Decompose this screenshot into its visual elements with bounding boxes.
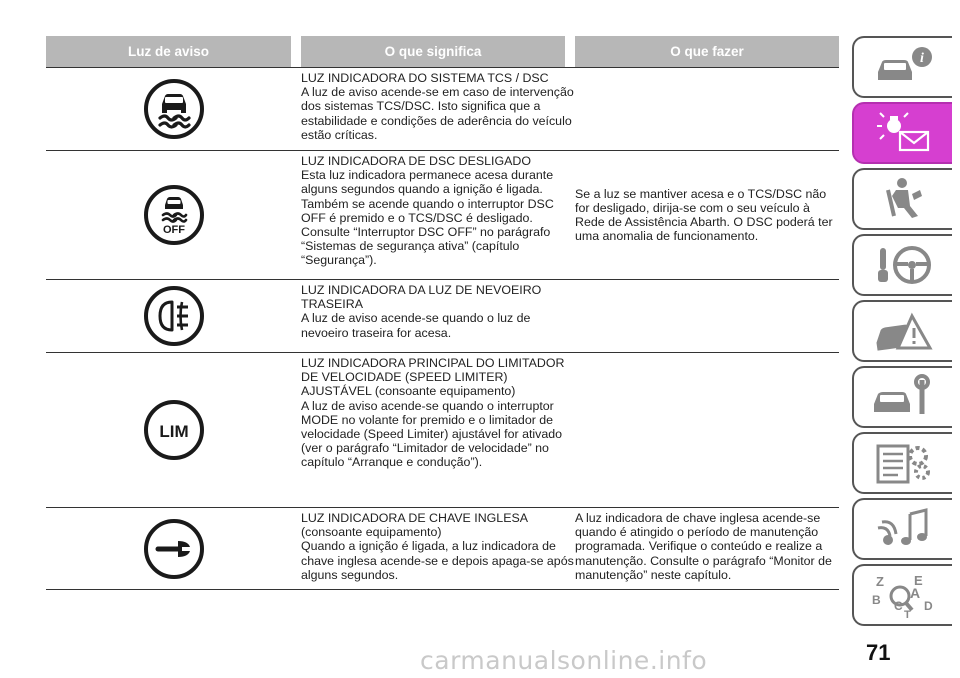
action-cell <box>575 151 839 279</box>
multimedia-icon <box>868 506 938 552</box>
svg-text:A: A <box>910 585 921 601</box>
action-cell <box>575 508 839 589</box>
lim-label: LIM <box>158 422 189 441</box>
action-cell <box>575 353 839 507</box>
tab-maintenance[interactable] <box>852 366 952 428</box>
row-action: Se a luz se mantiver acesa e o TCS/DSC não for desligado, dirija-se com o seu veículo à Rede de Assistência Abarth. O DSC poderá ter uma anomalia de funcionamento. <box>575 186 833 244</box>
chapter-tabs <box>852 36 952 630</box>
wrench-icon <box>144 519 204 579</box>
page-number: 71 <box>866 640 891 665</box>
meaning-cell <box>301 508 575 589</box>
driving-icon <box>868 242 938 288</box>
table-row <box>46 352 839 507</box>
icon-cell <box>46 353 301 507</box>
tab-multimedia[interactable] <box>852 498 952 560</box>
table-row <box>46 279 839 352</box>
tab-warning-lights[interactable] <box>852 102 952 164</box>
row-title: LUZ INDICADORA DO SISTEMA TCS / DSC <box>301 71 549 85</box>
warning-lights-table <box>46 36 839 590</box>
car-info-icon <box>868 44 938 90</box>
action-cell <box>575 68 839 150</box>
dsc-off-icon <box>144 185 204 245</box>
row-body: A luz de aviso acende-se em caso de intervenção dos sistemas TCS/DSC. Isto significa que a estabilidade e condições de aderência do veículo estão críticas. <box>301 85 574 142</box>
emergency-icon <box>868 308 938 354</box>
icon-cell <box>46 508 301 589</box>
maintenance-icon <box>868 374 938 420</box>
meaning-cell <box>301 68 575 150</box>
action-cell <box>575 280 839 352</box>
svg-text:Z: Z <box>876 574 884 589</box>
svg-text:B: B <box>872 593 881 607</box>
tab-technical-data[interactable] <box>852 432 952 494</box>
dsc-off-label: OFF <box>162 224 185 236</box>
tab-car-info[interactable] <box>852 36 952 98</box>
tcs-warning-icon <box>144 79 204 139</box>
warning-lights-icon <box>868 110 938 156</box>
watermark: carmanualsonline.info <box>420 646 708 675</box>
svg-text:D: D <box>924 599 933 613</box>
tab-emergency[interactable] <box>852 300 952 362</box>
header-meaning: O que significa <box>301 36 565 67</box>
row-title: LUZ INDICADORA DE CHAVE INGLESA (consoante equipamento) <box>301 511 528 540</box>
row-body: Quando a ignição é ligada, a luz indicadora de chave inglesa acende-se e depois apaga-se após alguns segundos. <box>301 539 574 582</box>
row-action: A luz indicadora de chave inglesa acende-se quando é atingido o período de manutenção programada. Verifique o conteúdo e realize a manutenção. Consulte o parágrafo “Monitor de manutenção” neste capítulo. <box>575 511 832 582</box>
safety-icon <box>868 176 938 222</box>
rear-fog-light-icon <box>144 286 204 346</box>
table-header <box>46 36 839 67</box>
row-body: A luz de aviso acende-se quando o luz de nevoeiro traseira for acesa. <box>301 311 531 340</box>
meaning-cell <box>301 151 575 279</box>
header-warning-light: Luz de aviso <box>46 36 291 67</box>
header-action: O que fazer <box>575 36 839 67</box>
row-title: LUZ INDICADORA PRINCIPAL DO LIMITADOR DE VELOCIDADE (SPEED LIMITER) AJUSTÁVEL (consoante equipamento) <box>301 356 565 399</box>
table-row <box>46 150 839 279</box>
row-body: Esta luz indicadora permanece acesa durante alguns segundos quando a ignição é ligada. Também se acende quando o interruptor DSC OFF é premido e o TCS/DSC é desligado. Consulte “Interruptor DSC OFF” no parágrafo “Sistemas de segurança ativa” (capítulo “Segurança”). <box>301 168 554 268</box>
table-row <box>46 507 839 590</box>
icon-cell <box>46 68 301 150</box>
svg-text:E: E <box>914 573 923 588</box>
index-icon <box>868 572 938 618</box>
meaning-cell <box>301 353 575 507</box>
svg-text:i: i <box>920 51 924 66</box>
meaning-cell <box>301 280 575 352</box>
table-row <box>46 67 839 150</box>
tab-safety[interactable] <box>852 168 952 230</box>
row-body: A luz de aviso acende-se quando o interruptor MODE no volante for premido e o limitador de velocidade (Speed Limiter) ajustável for ativado (ver o parágrafo “Limitador de velocidade” no capítulo “Arranque e condução”). <box>301 398 563 470</box>
tab-index[interactable] <box>852 564 952 626</box>
icon-cell <box>46 280 301 352</box>
row-title: LUZ INDICADORA DE DSC DESLIGADO <box>301 154 531 168</box>
row-title: LUZ INDICADORA DA LUZ DE NEVOEIRO TRASEIRA <box>301 283 542 312</box>
tab-driving[interactable] <box>852 234 952 296</box>
svg-text:T: T <box>904 609 911 618</box>
lim-icon <box>144 400 204 460</box>
icon-cell <box>46 151 301 279</box>
svg-text:C: C <box>894 599 903 613</box>
technical-data-icon <box>868 440 938 486</box>
